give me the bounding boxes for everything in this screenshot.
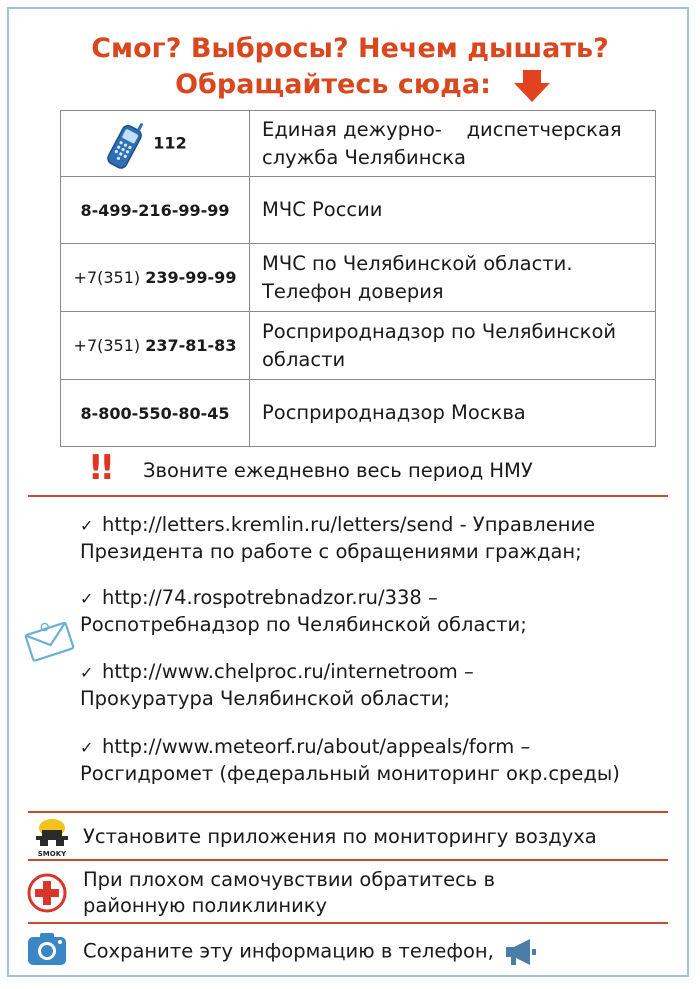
page-title-line1: Смог? Выбросы? Нечем дышать? <box>91 33 609 64</box>
phone-number[interactable]: 239-99-99 <box>145 268 237 287</box>
phone-table <box>60 110 656 447</box>
phone-number-cell <box>61 380 250 447</box>
list-item: ✓ http://www.meteorf.ru/about/appeals/form – Росгидромет (федеральный мониторинг окр.среды) <box>80 735 620 785</box>
email-envelope-icon <box>24 618 76 662</box>
phone-number[interactable]: 8-499-216-99-99 <box>80 200 230 220</box>
list-item: ✓ http://74.rospotrebnadzor.ru/338 – Роспотребнадзор по Челябинской области; <box>80 586 527 636</box>
page-title-line2: Обращайтесь сюда: <box>175 69 491 100</box>
service-name-cell: Росприроднадзор по Челябинской области <box>250 312 656 380</box>
link-url[interactable]: http://letters.kremlin.ru/letters/send - Управление <box>102 513 596 536</box>
table-row <box>61 380 656 447</box>
svg-text:SMOKY: SMOKY <box>37 850 67 858</box>
arrow-down-icon <box>514 70 550 102</box>
table-row <box>61 177 656 244</box>
phone-number-cell: +7(351) 239-99-99 <box>61 244 250 312</box>
camera-icon <box>27 931 67 967</box>
warning-exclamation-icon: !! <box>88 448 112 488</box>
divider <box>28 859 668 861</box>
phone-number[interactable]: 8-800-550-80-45 <box>80 403 230 423</box>
call-daily-note: Звоните ежедневно весь период НМУ <box>143 459 533 482</box>
divider <box>28 922 668 924</box>
medical-cross-icon <box>27 873 67 913</box>
list-item: ✓ http://www.chelproc.ru/internetroom – Прокуратура Челябинской области; <box>80 660 474 710</box>
phone-number[interactable]: 112 <box>153 133 187 152</box>
phone-number-cell: +7(351) 237-81-83 <box>61 312 250 380</box>
list-item: ✓ http://letters.kremlin.ru/letters/send - Управление Президента по работе с обращениями граждан; <box>80 513 596 563</box>
save-info-note: Сохраните эту информацию в телефон, <box>83 937 538 967</box>
checkmark-icon: ✓ <box>80 516 94 535</box>
phone-number-cell <box>61 177 250 244</box>
service-name-cell: МЧС России <box>250 177 656 244</box>
link-url[interactable]: http://www.chelproc.ru/internetroom – <box>102 660 474 683</box>
clinic-note: При плохом самочувствии обратитесь в районную поликлинику <box>83 868 495 917</box>
service-name-cell: Росприроднадзор Москва <box>250 380 656 447</box>
checkmark-icon: ✓ <box>80 738 94 757</box>
service-name-cell: Единая дежурно- диспетчерская служба Челябинска <box>250 111 656 177</box>
table-row <box>61 111 656 177</box>
table-row <box>61 244 656 312</box>
service-name-cell: МЧС по Челябинской области. Телефон доверия <box>250 244 656 312</box>
table-row <box>61 312 656 380</box>
phone-number[interactable]: 237-81-83 <box>145 336 237 355</box>
link-url[interactable]: http://74.rospotrebnadzor.ru/338 – <box>102 586 438 609</box>
megaphone-icon <box>502 937 538 967</box>
link-url[interactable]: http://www.meteorf.ru/about/appeals/form – <box>102 735 531 758</box>
smoky-app-icon <box>30 818 74 858</box>
divider <box>28 811 668 813</box>
checkmark-icon: ✓ <box>80 663 94 682</box>
checkmark-icon: ✓ <box>80 589 94 608</box>
divider <box>28 495 668 497</box>
mobile-phone-icon <box>103 116 147 172</box>
phone-number-cell <box>61 111 250 177</box>
install-apps-note: Установите приложения по мониторингу воздуха <box>83 825 597 848</box>
